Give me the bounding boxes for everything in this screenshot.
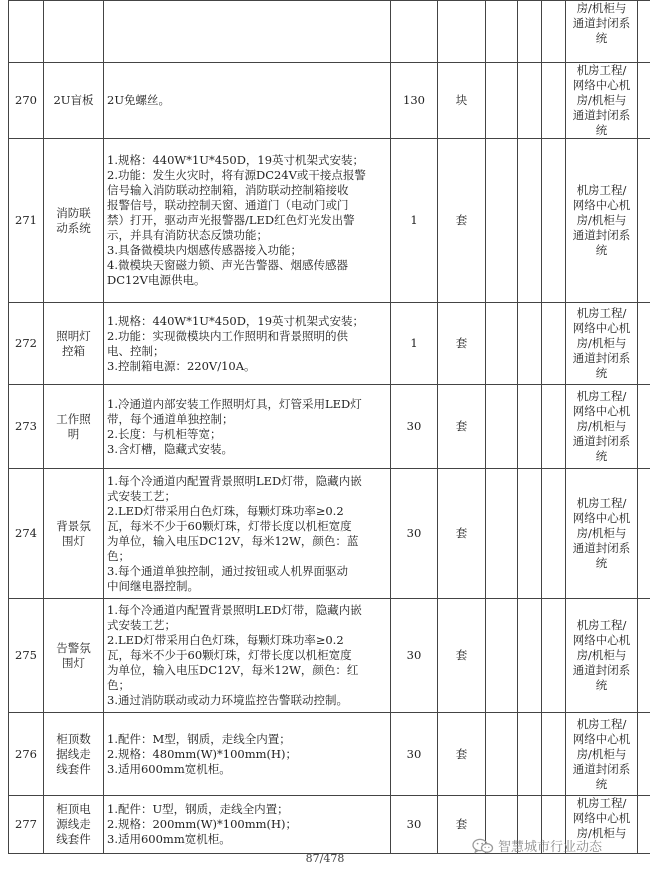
text-line: 围灯 — [62, 655, 85, 670]
cell-empty — [518, 303, 542, 385]
text-line: 线套件 — [56, 761, 91, 776]
text-line: 机房工程/ — [576, 796, 627, 810]
cell-spec — [104, 303, 391, 385]
text-line: 房/机柜与 — [576, 419, 627, 433]
text-line: 2.长度：与机柜等宽； — [107, 426, 222, 441]
cell-unit: 套 — [438, 139, 486, 303]
text-line: 网络中心机 — [572, 198, 631, 212]
cell-empty — [542, 1, 566, 63]
cell-unit: 块 — [438, 63, 486, 139]
text-line: 柜顶电 — [56, 802, 91, 816]
text-line: 房/机柜与 — [576, 93, 627, 107]
cell-empty — [486, 63, 518, 139]
cell-unit: 套 — [438, 599, 486, 713]
cell-name — [44, 385, 104, 469]
specification-table — [8, 0, 650, 854]
cell-unit: 套 — [438, 469, 486, 599]
text-line: 柜顶数 — [56, 731, 91, 746]
cell-qty: 30 — [391, 469, 438, 599]
text-line: 机房工程/ — [576, 389, 627, 403]
text-line: 通道封闭系 — [572, 434, 631, 448]
text-line: 网络中心机 — [572, 78, 631, 92]
cell-empty — [518, 63, 542, 139]
cell-spec — [104, 63, 391, 139]
text-line: 瓦，每米不少于60颗灯珠，灯带长度以机柜宽度 — [107, 518, 352, 533]
text-line: 3.通过消防联动或动力环境监控告警联动控制。 — [107, 693, 348, 707]
text-line: 统 — [595, 678, 608, 692]
cell-qty: 30 — [391, 796, 438, 854]
cell-spec — [104, 599, 391, 713]
text-line: 式安装工艺； — [107, 488, 176, 503]
text-line: 房/机柜与 — [576, 648, 627, 662]
cell-system — [566, 385, 638, 469]
text-line: 色； — [107, 548, 130, 563]
text-line: 3.适用600mm宽机柜。 — [107, 761, 231, 776]
cell-empty — [518, 139, 542, 303]
watermark-text: 智慧城市行业动态 — [498, 840, 603, 855]
text-line: 机房工程/ — [576, 306, 627, 320]
cell-empty — [638, 713, 650, 796]
cell-empty — [638, 139, 650, 303]
wechat-icon — [472, 838, 494, 854]
cell-empty — [542, 385, 566, 469]
text-line: 1.规格：440W*1U*450D，19英寸机架式安装； — [107, 153, 365, 167]
text-line: 2.功能：实现微模块内工作照明和背景照明的供 — [107, 328, 348, 343]
cell-empty — [542, 139, 566, 303]
text-line: 2.LED灯带采用白色灯珠，每颗灯珠功率≥0.2 — [107, 503, 344, 518]
text-line: 禁）打开，驱动声光报警器/LED红色灯光发出警 — [107, 213, 355, 227]
text-line: 电、控制； — [107, 343, 165, 358]
cell-qty: 30 — [391, 385, 438, 469]
text-line: 为单位，输入电压DC12V，每米12W，颜色：红 — [107, 663, 359, 677]
cell-name — [44, 713, 104, 796]
text-line: 房/机柜与 — [576, 826, 627, 840]
cell-spec — [104, 385, 391, 469]
cell-spec — [104, 1, 391, 63]
cell-no: 274 — [9, 469, 44, 599]
cell-empty — [542, 63, 566, 139]
cell-unit: 套 — [438, 796, 486, 854]
text-line: 网络中心机 — [572, 633, 631, 647]
text-line: 统 — [595, 366, 608, 380]
cell-qty: 30 — [391, 599, 438, 713]
cell-empty — [638, 469, 650, 599]
text-line: 3.具备微模块内烟感传感器接入功能； — [107, 243, 302, 257]
table-row — [9, 139, 650, 303]
cell-spec — [104, 469, 391, 599]
page-number: 87/478 — [305, 852, 345, 865]
watermark — [472, 836, 602, 855]
text-line: 3.控制箱电源：220V/10A。 — [107, 358, 256, 373]
text-line: DC12V电源供电。 — [107, 273, 206, 287]
cell-empty — [542, 303, 566, 385]
table-row — [9, 1, 650, 63]
text-line: 通道封闭系 — [572, 108, 631, 122]
cell-unit: 套 — [438, 303, 486, 385]
text-line: 通道封闭系 — [572, 663, 631, 677]
cell-spec — [104, 796, 391, 854]
text-line: 1.规格：440W*1U*450D，19英寸机架式安装； — [107, 313, 365, 328]
cell-empty — [486, 303, 518, 385]
text-line: 中间继电器控制。 — [107, 578, 199, 593]
text-line: 房/机柜与 — [576, 336, 627, 350]
text-line: 2U盲板 — [53, 93, 94, 107]
cell-name — [44, 63, 104, 139]
cell-empty — [486, 139, 518, 303]
cell-spec — [104, 139, 391, 303]
cell-empty — [638, 599, 650, 713]
text-line: 机房工程/ — [576, 618, 627, 632]
table-row — [9, 385, 650, 469]
text-line: 网络中心机 — [572, 404, 631, 418]
cell-empty — [486, 385, 518, 469]
text-line: 消防联 — [56, 205, 91, 220]
cell-no: 277 — [9, 796, 44, 854]
text-line: 3.含灯槽，隐藏式安装。 — [107, 441, 233, 456]
text-line: 明 — [67, 426, 80, 441]
text-line: 通道封闭系 — [572, 228, 631, 242]
cell-empty — [638, 796, 650, 854]
cell-empty — [542, 469, 566, 599]
text-line: 1.配件：U型，钢质，走线全内置； — [107, 802, 289, 816]
text-line: 统 — [595, 123, 608, 137]
cell-system — [566, 713, 638, 796]
text-line: 统 — [595, 556, 608, 570]
text-line: 报警信号，联动控制天窗、通道门（电动门或门 — [107, 198, 349, 212]
cell-no: 272 — [9, 303, 44, 385]
cell-system — [566, 469, 638, 599]
text-line: 据线走 — [56, 746, 91, 761]
cell-empty — [638, 303, 650, 385]
cell-qty: 30 — [391, 713, 438, 796]
cell-empty — [518, 713, 542, 796]
cell-empty — [486, 713, 518, 796]
text-line: 网络中心机 — [572, 511, 631, 525]
text-line: 1.配件：M型，钢质，走线全内置； — [107, 731, 291, 746]
cell-name — [44, 469, 104, 599]
cell-qty — [391, 1, 438, 63]
text-line: 统 — [595, 776, 608, 791]
cell-empty — [638, 385, 650, 469]
table-row — [9, 599, 650, 713]
cell-empty — [518, 469, 542, 599]
text-line: 通道封闭系 — [572, 16, 631, 30]
cell-empty — [638, 1, 650, 63]
text-line: 2U免螺丝。 — [107, 93, 171, 107]
text-line: 线套件 — [56, 832, 91, 846]
cell-empty — [486, 599, 518, 713]
text-line: 2.规格：480mm(W)*100mm(H)； — [107, 746, 298, 761]
text-line: 通道封闭系 — [572, 761, 631, 776]
cell-no: 271 — [9, 139, 44, 303]
cell-unit: 套 — [438, 713, 486, 796]
text-line: 3.每个通道单独控制，通过按钮或人机界面驱动 — [107, 563, 348, 578]
text-line: 瓦，每米不少于60颗灯珠，灯带长度以机柜宽度 — [107, 648, 352, 662]
cell-empty — [542, 713, 566, 796]
cell-name — [44, 1, 104, 63]
text-line: 网络中心机 — [572, 731, 631, 746]
cell-name — [44, 139, 104, 303]
text-line: 通道封闭系 — [572, 541, 631, 555]
cell-no: 273 — [9, 385, 44, 469]
text-line: 机房工程/ — [576, 716, 627, 731]
text-line: 示，并具有消防状态反馈功能； — [107, 228, 268, 242]
cell-name — [44, 599, 104, 713]
table-row — [9, 713, 650, 796]
cell-empty — [518, 599, 542, 713]
cell-qty: 1 — [391, 303, 438, 385]
text-line: 统 — [595, 449, 608, 463]
text-line: 房/机柜与 — [576, 526, 627, 540]
text-line: 通道封闭系 — [572, 351, 631, 365]
cell-no — [9, 1, 44, 63]
cell-empty — [638, 63, 650, 139]
text-line: 机房工程/ — [576, 496, 627, 510]
text-line: 带，每个通道单独控制； — [107, 411, 234, 426]
table-row — [9, 303, 650, 385]
text-line: 统 — [595, 243, 608, 257]
cell-empty — [518, 385, 542, 469]
cell-no: 276 — [9, 713, 44, 796]
text-line: 背景氛 — [56, 518, 91, 533]
cell-system — [566, 599, 638, 713]
cell-spec — [104, 713, 391, 796]
cell-system — [566, 63, 638, 139]
cell-system — [566, 1, 638, 63]
text-line: 2.LED灯带采用白色灯珠，每颗灯珠功率≥0.2 — [107, 633, 344, 647]
text-line: 动系统 — [56, 220, 91, 235]
text-line: 工作照 — [56, 411, 91, 426]
cell-empty — [518, 1, 542, 63]
cell-no: 270 — [9, 63, 44, 139]
text-line: 照明灯 — [56, 328, 91, 343]
text-line: 信号输入消防联动控制箱，消防联动控制箱接收 — [107, 183, 349, 197]
text-line: 房/机柜与 — [576, 213, 627, 227]
text-line: 式安装工艺； — [107, 618, 176, 632]
table-row — [9, 469, 650, 599]
text-line: 告警氛 — [56, 640, 91, 655]
cell-empty — [542, 599, 566, 713]
text-line: 房/机柜与 — [576, 746, 627, 761]
cell-unit: 套 — [438, 385, 486, 469]
cell-unit — [438, 1, 486, 63]
cell-empty — [486, 1, 518, 63]
text-line: 网络中心机 — [572, 811, 631, 825]
cell-name — [44, 796, 104, 854]
text-line: 3.适用600mm宽机柜。 — [107, 832, 231, 846]
text-line: 2.功能：发生火灾时，将有源DC24V或干接点报警 — [107, 168, 366, 182]
text-line: 2.规格：200mm(W)*100mm(H)； — [107, 817, 298, 831]
text-line: 为单位，输入电压DC12V，每米12W，颜色：蓝 — [107, 533, 359, 548]
cell-qty: 130 — [391, 63, 438, 139]
cell-qty: 1 — [391, 139, 438, 303]
cell-system — [566, 303, 638, 385]
text-line: 1.每个冷通道内配置背景照明LED灯带，隐藏内嵌 — [107, 473, 362, 488]
text-line: 网络中心机 — [572, 321, 631, 335]
text-line: 1.每个冷通道内配置背景照明LED灯带，隐藏内嵌 — [107, 603, 362, 617]
text-line: 围灯 — [62, 533, 85, 548]
cell-no: 275 — [9, 599, 44, 713]
cell-name — [44, 303, 104, 385]
text-line: 机房工程/ — [576, 63, 627, 77]
text-line: 统 — [595, 31, 608, 45]
cell-empty — [486, 469, 518, 599]
text-line: 机房工程/ — [576, 183, 627, 197]
text-line: 色； — [107, 678, 130, 692]
text-line: 1.冷通道内部安装工作照明灯具，灯管采用LED灯 — [107, 396, 362, 411]
table-row — [9, 63, 650, 139]
cell-system — [566, 139, 638, 303]
text-line: 控箱 — [62, 343, 85, 358]
text-line: 源线走 — [56, 817, 91, 831]
text-line: 4.微模块天窗磁力锁、声光告警器、烟感传感器 — [107, 258, 348, 272]
text-line: 房/机柜与 — [576, 1, 627, 15]
